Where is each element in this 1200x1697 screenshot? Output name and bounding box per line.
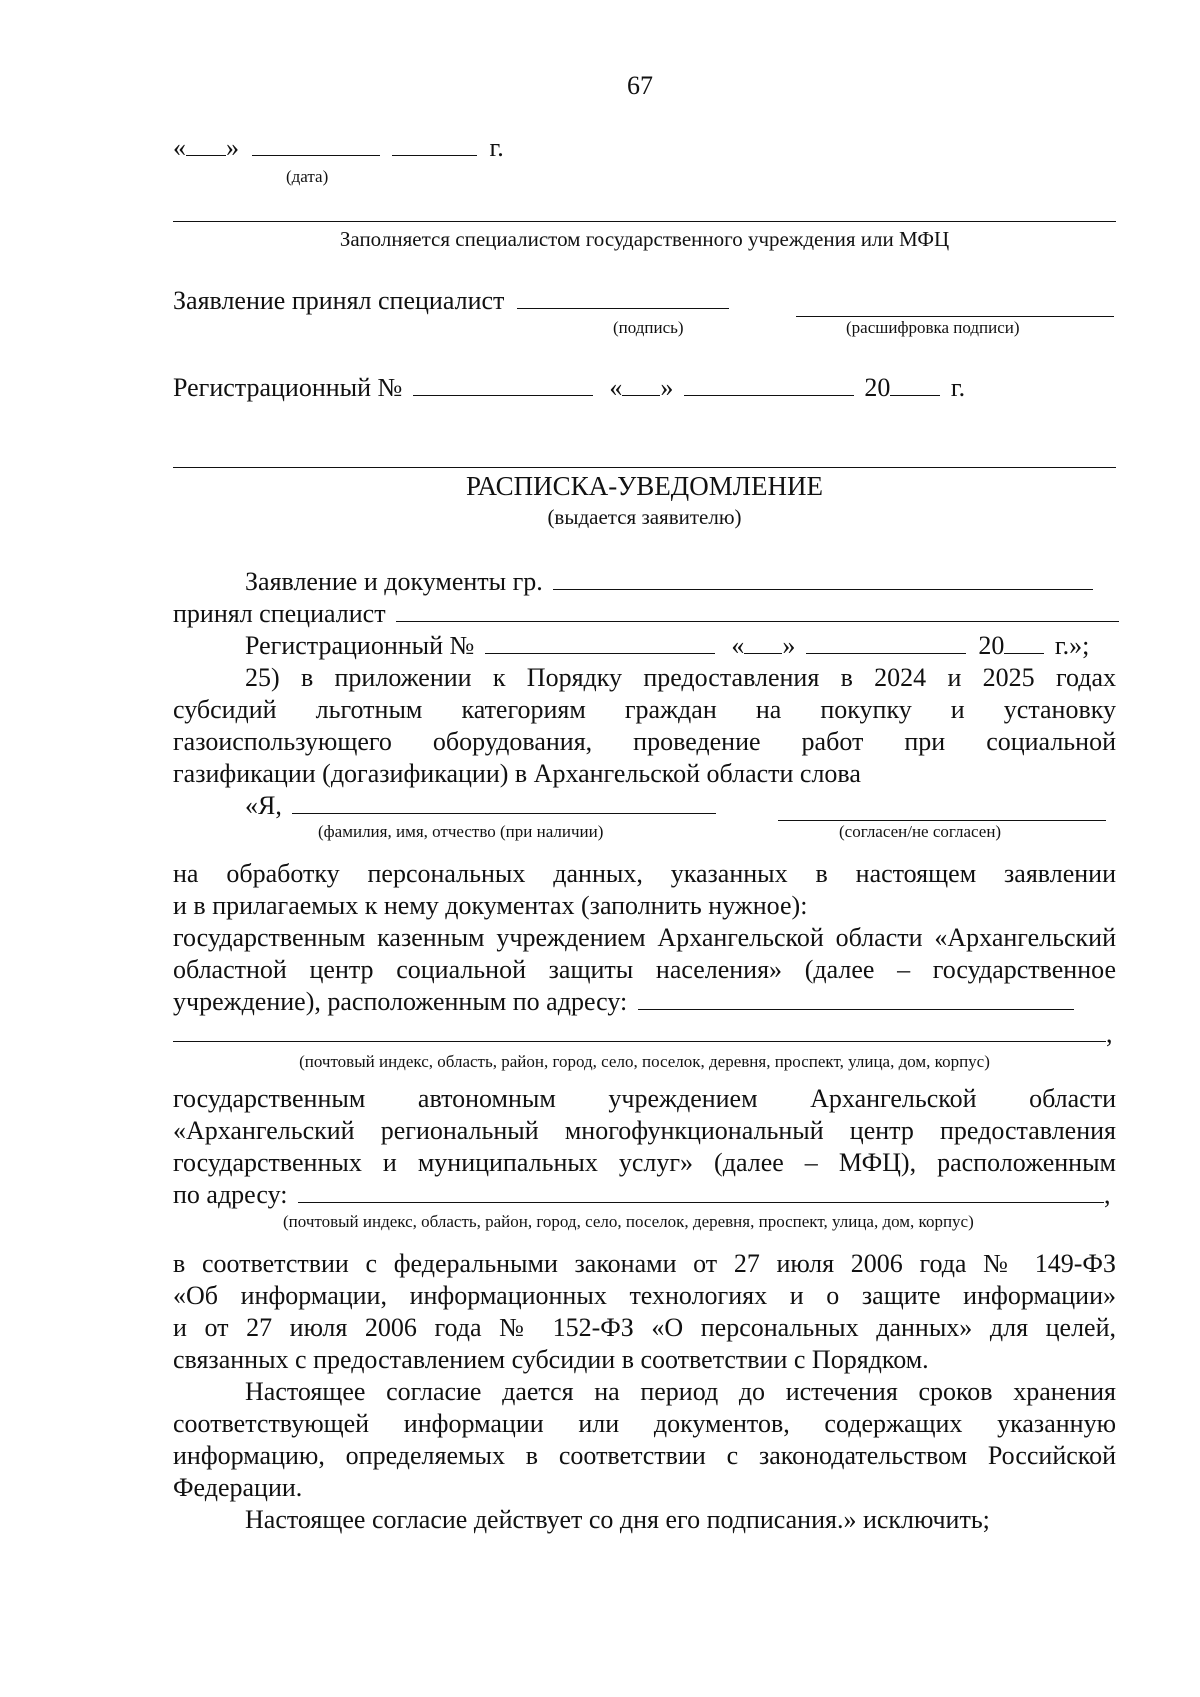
divider-mid xyxy=(173,467,1116,468)
address-caption-1: (почтовый индекс, область, район, город, село, поселок, деревня, проспект, улица, дом, корпус) xyxy=(299,1052,990,1071)
citizen-name-field[interactable] xyxy=(553,567,1093,590)
para4-line-4: связанных с предоставлением субсидии в соответствии с Порядком. xyxy=(173,1345,929,1374)
para2-line-1: государственным казенным учреждением Архангельской области «Архангельский xyxy=(173,923,1116,952)
accepted-line: Заявление принял специалист xyxy=(173,285,729,317)
item25-line-3: газоиспользующего оборудования, проведение работ при социальной xyxy=(173,727,1116,756)
para3-line-4: по адресу: , xyxy=(173,1180,1111,1209)
para5-line-3: информацию, определяемых в соответствии с законодательством Российской xyxy=(173,1441,1116,1470)
registration-year-field[interactable] xyxy=(890,373,940,396)
para1-line-2: и в прилагаемых к нему документах (заполнить нужное): xyxy=(173,891,808,920)
para3-line-3: государственных и муниципальных услуг» (далее – МФЦ), расположенным xyxy=(173,1148,1116,1177)
address-line-1: , xyxy=(173,1018,1113,1050)
item25-line-2: субсидий льготным категориям граждан на покупку и установку xyxy=(173,695,1116,724)
para3-line-2: «Архангельский региональный многофункциональный центр предоставления xyxy=(173,1116,1116,1145)
signature-caption: (подпись) xyxy=(613,318,684,337)
signature-field[interactable] xyxy=(517,286,729,309)
year-field[interactable] xyxy=(392,133,477,156)
para4-line-2: «Об информации, информационных технологиях и о защите информации» xyxy=(173,1281,1116,1310)
para4-line-3: и от 27 июля 2006 года № 152-ФЗ «О персональных данных» для целей, xyxy=(173,1313,1116,1342)
filled-by-note: Заполняется специалистом государственного учреждения или МФЦ xyxy=(339,227,950,251)
divider-top xyxy=(173,221,1116,222)
receipt-subtitle: (выдается заявителю) xyxy=(547,505,742,529)
receipt-day-field[interactable] xyxy=(744,631,782,654)
receipt-specialist-field[interactable] xyxy=(396,599,1119,622)
receipt-year-field[interactable] xyxy=(1004,631,1044,654)
date-line: « » г. xyxy=(173,133,504,162)
receipt-registration-line: Регистрационный № « » 20 г.»; xyxy=(245,631,1090,660)
month-field[interactable] xyxy=(252,133,380,156)
decoding-caption: (расшифровка подписи) xyxy=(846,318,1020,337)
receipt-title: РАСПИСКА-УВЕДОМЛЕНИЕ xyxy=(465,471,824,501)
item25-line-1: 25) в приложении к Порядку предоставления в 2024 и 2025 годах xyxy=(245,663,1116,692)
para4-line-1: в соответствии с федеральными законами от 27 июля 2006 года № 149-ФЗ xyxy=(173,1249,1116,1278)
para1-line-1: на обработку персональных данных, указанных в настоящем заявлении xyxy=(173,859,1116,888)
signature-decoding-field[interactable] xyxy=(796,294,1114,317)
para5-line-1: Настоящее согласие дается на период до истечения сроков хранения xyxy=(245,1377,1116,1406)
docs-line: Заявление и документы гр. xyxy=(245,566,1093,598)
address-field-2[interactable] xyxy=(298,1180,1104,1203)
para3-line-1: государственным автономным учреждением Архангельской области xyxy=(173,1084,1116,1113)
day-field[interactable] xyxy=(186,133,226,156)
registration-line: Регистрационный № « » 20 г. xyxy=(173,373,966,402)
registration-number-field[interactable] xyxy=(413,373,593,396)
page-number: 67 xyxy=(627,71,653,100)
item25-line-4: газификации (догазификации) в Архангельской области слова xyxy=(173,759,861,788)
fio-field[interactable] xyxy=(292,791,716,814)
fio-caption: (фамилия, имя, отчество (при наличии) xyxy=(318,822,604,841)
receipt-accepted-line: принял специалист xyxy=(173,598,1119,630)
registration-month-field[interactable] xyxy=(684,373,854,396)
agree-field[interactable] xyxy=(778,798,1106,821)
para5-line-4: Федерации. xyxy=(173,1473,303,1502)
address-field-1b[interactable] xyxy=(173,1019,1106,1042)
address-field-1a[interactable] xyxy=(638,987,1074,1010)
consent-ya-line: «Я, xyxy=(245,790,716,822)
receipt-month-field[interactable] xyxy=(806,631,966,654)
para2-line-2: областной центр социальной защиты населения» (далее – государственное xyxy=(173,955,1116,984)
para6: Настоящее согласие действует со дня его подписания.» исключить; xyxy=(245,1505,990,1534)
receipt-registration-number-field[interactable] xyxy=(485,631,715,654)
agree-caption: (согласен/не согласен) xyxy=(839,822,1002,841)
address-caption-2: (почтовый индекс, область, район, город, село, поселок, деревня, проспект, улица, дом, корпус) xyxy=(283,1212,974,1231)
para2-line-3: учреждение), расположенным по адресу: xyxy=(173,986,1074,1018)
registration-day-field[interactable] xyxy=(622,373,660,396)
para5-line-2: соответствующей информации или документов, содержащих указанную xyxy=(173,1409,1116,1438)
date-caption: (дата) xyxy=(286,167,329,186)
